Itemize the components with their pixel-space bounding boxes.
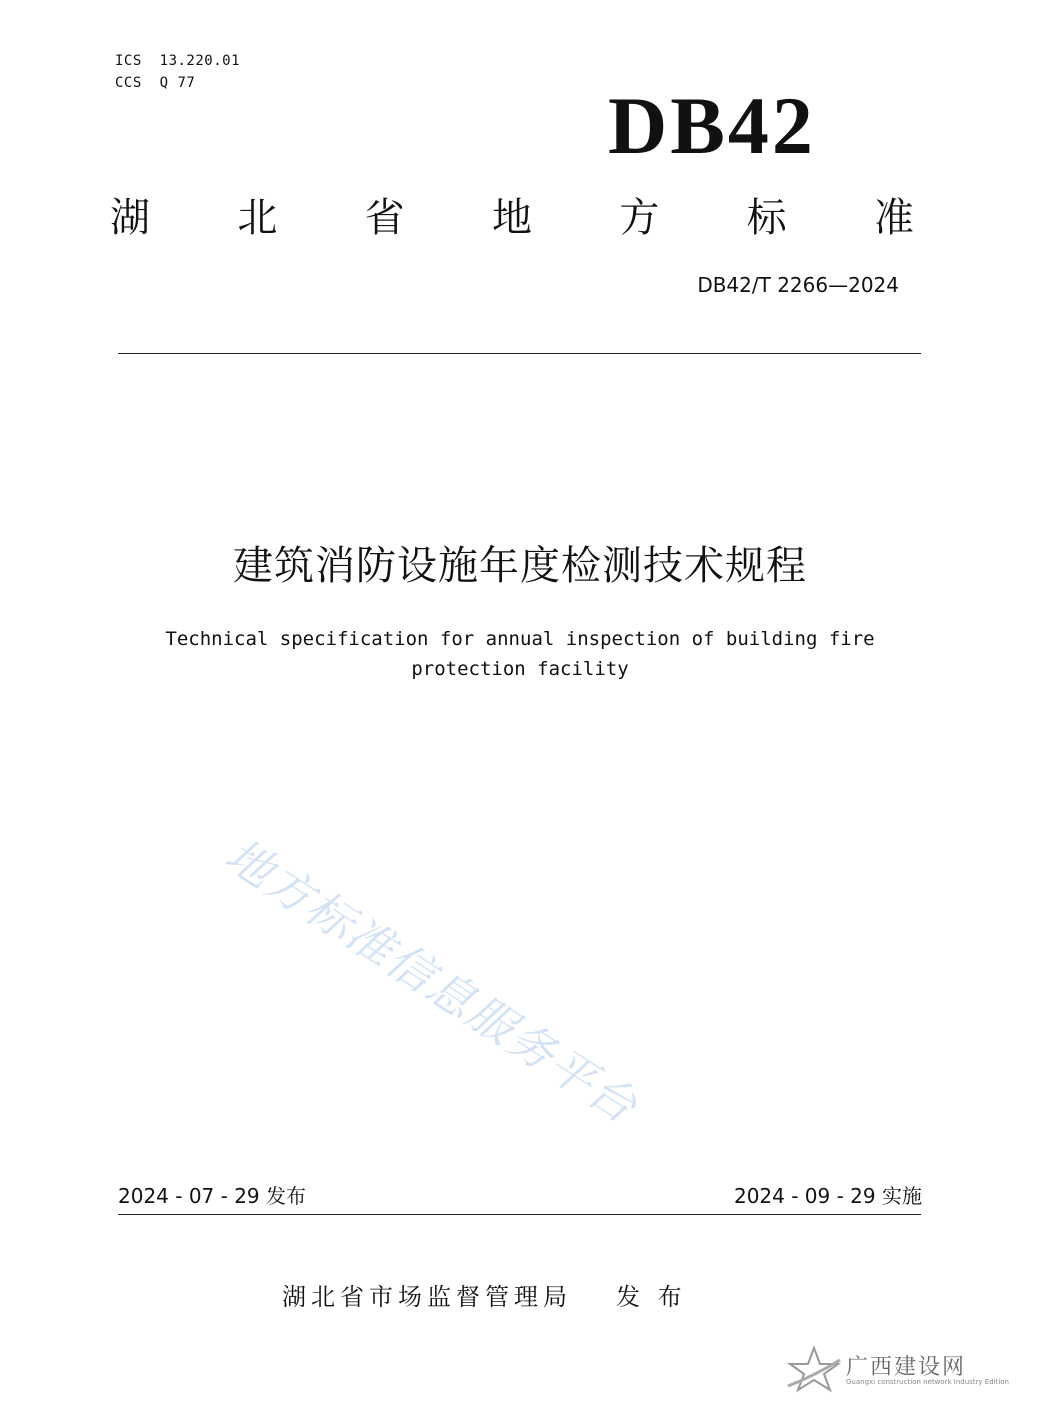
ics-code: ICS 13.220.01 bbox=[115, 53, 241, 69]
issuer-name: 湖北省市场监督管理局 bbox=[282, 1283, 572, 1311]
english-title bbox=[120, 624, 920, 684]
classification-codes bbox=[115, 50, 240, 94]
ccs-code: CCS Q 77 bbox=[115, 75, 196, 91]
english-title-line: protection facility bbox=[411, 658, 629, 680]
standard-type-char: 方 bbox=[619, 195, 660, 241]
site-logo bbox=[784, 1346, 1009, 1394]
db-code-heading: DB42 bbox=[608, 80, 816, 171]
standard-type-char: 准 bbox=[873, 195, 914, 241]
standard-type-char: 北 bbox=[237, 195, 278, 241]
issuer-action: 发 布 bbox=[616, 1283, 687, 1311]
standard-type-heading bbox=[110, 190, 914, 246]
watermark: 地方标准信息服务平台 bbox=[215, 827, 648, 1135]
top-divider bbox=[118, 353, 921, 354]
standard-type-char: 地 bbox=[491, 195, 532, 241]
standard-type-char: 湖 bbox=[110, 195, 150, 241]
bottom-divider bbox=[118, 1214, 921, 1215]
issue-date: 2024 - 07 - 29 发布 bbox=[118, 1184, 307, 1208]
chinese-title: 建筑消防设施年度检测技术规程 bbox=[233, 543, 807, 589]
standard-type-char: 标 bbox=[746, 195, 787, 241]
site-subtitle: Guangxi construction network Industry Edition bbox=[846, 1378, 1009, 1386]
standard-type-char: 省 bbox=[364, 195, 405, 241]
implementation-date: 2024 - 09 - 29 实施 bbox=[733, 1184, 922, 1208]
standard-number: DB42/T 2266—2024 bbox=[697, 273, 899, 297]
site-name: 广西建设网 bbox=[846, 1355, 967, 1380]
star-logo-icon bbox=[784, 1346, 844, 1394]
english-title-line: Technical specification for annual inspection of building fire bbox=[165, 628, 875, 650]
issuer-line bbox=[282, 1280, 687, 1314]
